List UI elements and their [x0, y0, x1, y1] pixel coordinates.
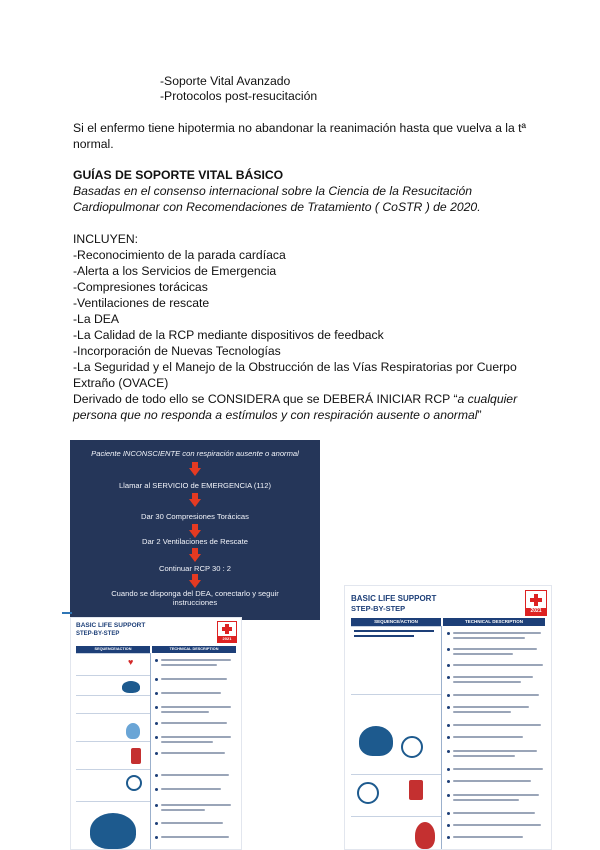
- intro-item: -Soporte Vital Avanzado: [160, 74, 291, 88]
- col-header-technical: TECHNICAL DESCRIPTION: [443, 618, 545, 626]
- conclusion-lead: Derivado de todo ello se CONSIDERA que se DEBERÁ INICIAR RCP “: [73, 392, 458, 406]
- list-item: -La Calidad de la RCP mediante dispositivos de feedback: [73, 328, 384, 342]
- poster-row: [76, 713, 150, 714]
- arrow-down-icon: [189, 493, 201, 507]
- aed-icon: [357, 782, 379, 804]
- poster-row: [76, 653, 150, 654]
- poster-row: [351, 774, 441, 775]
- poster-row: [76, 801, 150, 802]
- poster-row: [76, 769, 150, 770]
- poster-title: BASIC LIFE SUPPORT: [351, 594, 437, 603]
- includes-label: INCLUYEN:: [73, 232, 139, 246]
- sequence-column: [351, 626, 442, 849]
- list-item: -Ventilaciones de rescate: [73, 296, 210, 310]
- arrow-down-icon: [189, 548, 201, 562]
- poster-row: [351, 626, 441, 627]
- hypothermia-text: normal.: [73, 137, 114, 151]
- divider: [62, 612, 72, 614]
- cpr-figure-icon: [90, 813, 136, 849]
- person-icon: [122, 681, 140, 693]
- person-lying-icon: [359, 726, 393, 756]
- poster-subtitle: STEP-BY-STEP: [351, 604, 406, 613]
- lungs-icon: [126, 723, 140, 739]
- bls-poster-right: [344, 585, 552, 850]
- col-header-technical: TECHNICAL DESCRIPTION: [152, 646, 236, 653]
- flow-step: Cuando se disponga del DEA, conectarlo y seguir: [111, 589, 279, 598]
- list-item: -Compresiones torácicas: [73, 280, 208, 294]
- check-circle-icon: [401, 736, 423, 758]
- phone-icon: [409, 780, 423, 800]
- bls-poster-left: [70, 617, 242, 850]
- conclusion-quote: a cualquier: [457, 392, 518, 406]
- section-subtitle: Cardiopulmonar con Recomendaciones de Tratamiento ( CoSTR ) de 2020.: [73, 200, 481, 214]
- erc-logo-icon: [525, 590, 547, 616]
- list-item: -Alerta a los Servicios de Emergencia: [73, 264, 277, 278]
- intro-item: -Protocolos post-resucitación: [160, 89, 318, 103]
- arrow-down-icon: [189, 574, 201, 588]
- list-item: -Incorporación de Nuevas Tecnologías: [73, 344, 281, 358]
- cpr-flowchart: [70, 440, 320, 620]
- list-item: -La DEA: [73, 312, 120, 326]
- poster-row: [76, 695, 150, 696]
- flow-step: instrucciones: [172, 598, 218, 607]
- list-item: Extraño (OVACE): [73, 376, 169, 390]
- col-header-sequence: SEQUENCE/ACTION: [76, 646, 150, 653]
- conclusion-text: [73, 408, 482, 423]
- hypothermia-text: Si el enfermo tiene hipotermia no abandonar la reanimación hasta que vuelva a la tª: [73, 121, 527, 135]
- flow-header: Paciente INCONSCIENTE con respiración ausente o anormal: [91, 449, 299, 458]
- section-heading: GUÍAS DE SOPORTE VITAL BÁSICO: [73, 168, 284, 182]
- flow-step: Llamar al SERVICIO de EMERGENCIA (112): [118, 481, 272, 490]
- sequence-column: [76, 653, 151, 849]
- poster-row: [76, 675, 150, 676]
- poster-row: [351, 816, 441, 817]
- logo-year: 2021: [218, 636, 236, 642]
- poster-row: [351, 694, 441, 695]
- arrow-down-icon: [189, 524, 201, 538]
- logo-year: 2021: [526, 608, 546, 615]
- arrow-down-icon: [189, 462, 201, 476]
- heart-icon: ♥: [128, 657, 134, 667]
- col-header-sequence: SEQUENCE/ACTION: [351, 618, 441, 626]
- poster-row: [76, 741, 150, 742]
- section-subtitle: Basadas en el consenso internacional sobre la Ciencia de la Resucitación: [73, 184, 473, 198]
- flow-step: Dar 30 Compresiones Torácicas: [141, 512, 249, 521]
- list-item: -La Seguridad y el Manejo de la Obstrucción de las Vías Respiratorias por Cuerpo: [73, 360, 517, 374]
- conclusion-quote: persona que no responda a estímulos y con respiración ausente o anormal: [73, 408, 478, 422]
- poster-subtitle: STEP-BY-STEP: [76, 631, 120, 637]
- aed-icon: [126, 775, 142, 791]
- cpr-figure-icon: [415, 822, 435, 849]
- flow-step: Dar 2 Ventilaciones de Rescate: [142, 537, 248, 546]
- conclusion-text: [73, 392, 517, 407]
- erc-logo-icon: [217, 621, 237, 643]
- list-item: -Reconocimiento de la parada cardíaca: [73, 248, 286, 262]
- conclusion-close: ”: [477, 408, 482, 422]
- poster-title: BASIC LIFE SUPPORT: [76, 622, 146, 629]
- phone-icon: [131, 748, 141, 764]
- flow-step: Continuar RCP 30 : 2: [158, 564, 232, 573]
